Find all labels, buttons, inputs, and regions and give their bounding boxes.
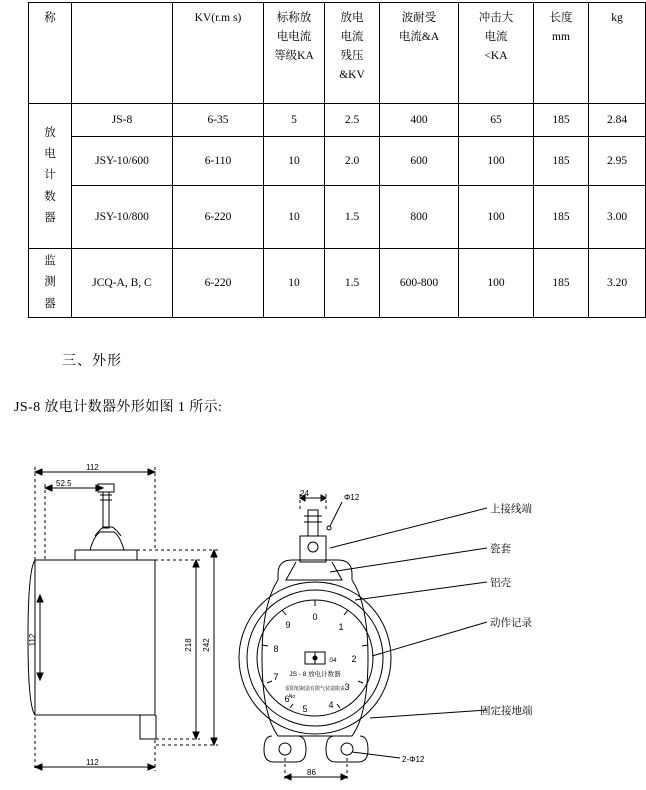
table-header-row [29, 3, 646, 104]
table-row [29, 186, 646, 249]
table-row [29, 249, 646, 318]
header-line: KV(r.m s) [194, 12, 242, 24]
callout-label-action-record: 动作记录 [490, 617, 532, 629]
dial-number-4: 4 [328, 700, 334, 710]
header-cell-residual-voltage [325, 3, 380, 104]
cell-weight: 3.00 [589, 186, 646, 249]
cell-length: 185 [534, 137, 589, 186]
header-cell-weight [589, 3, 646, 104]
callout-label-ground-terminal: 固定接地端 [480, 705, 533, 717]
dim-holes-bottom: 2-Φ12 [402, 755, 425, 764]
cell-weight: 2.95 [589, 137, 646, 186]
cell-residual: 1.5 [325, 186, 380, 249]
cell-impulse: 65 [459, 104, 534, 137]
cell-wave: 600 [380, 137, 459, 186]
dim-front-top: 24 [300, 489, 309, 498]
header-line: 波耐受 [401, 12, 437, 24]
header-line: 长度 [549, 12, 573, 24]
dim-left-inner-top: 52.5 [56, 479, 72, 488]
header-line: 称 [44, 12, 56, 24]
dim-left-bottom: 112 [86, 758, 99, 767]
header-line: <KA [484, 49, 508, 62]
header-line: mm [552, 30, 570, 43]
section-heading: 三、外形 [62, 354, 122, 369]
dial-number-8: 8 [273, 644, 279, 654]
header-cell-kv [173, 3, 264, 104]
group-label-monitor: 监 测 器 [29, 249, 72, 318]
dim-right-inner: 218 [184, 638, 193, 652]
header-line: 电电流 [276, 30, 312, 43]
header-line: 电流 [340, 30, 364, 43]
header-line: kg [611, 12, 623, 24]
dial-center-label: JS - 8 放电计数器 [289, 671, 341, 678]
cell-kv: 6-220 [173, 186, 264, 249]
callout-label-porcelain: 瓷套 [490, 543, 511, 555]
header-line: &KV [339, 68, 365, 81]
cell-model: JCQ-A, B, C [72, 249, 173, 318]
callout-label-upper-terminal: 上接线端 [490, 503, 532, 515]
figure-caption: JS-8 放电计数器外形如图 1 所示: [14, 400, 223, 415]
header-cell-nominal-level [264, 3, 325, 104]
table-row [29, 137, 646, 186]
cell-level: 10 [264, 137, 325, 186]
dial-number-0: 0 [312, 612, 318, 622]
dim-front-bottom: 86 [307, 768, 316, 777]
dial-number-5: 5 [302, 704, 308, 714]
cell-wave: 600-800 [380, 249, 459, 318]
header-line: 电流 [484, 30, 508, 43]
dial-number-9: 9 [285, 620, 291, 630]
cell-kv: 6-220 [173, 249, 264, 318]
dial-window-value: 04 [329, 657, 337, 664]
cell-length: 185 [534, 104, 589, 137]
header-cell-category [29, 3, 72, 104]
dim-left-top: 112 [86, 463, 99, 472]
cell-impulse: 100 [459, 186, 534, 249]
group-label-counter: 放 电 计 数 器 [29, 104, 72, 249]
cell-model: JSY-10/800 [72, 186, 173, 249]
dim-left-vertical: 112 [28, 633, 37, 647]
cell-residual: 2.5 [325, 104, 380, 137]
cell-level: 10 [264, 249, 325, 318]
dim-right-outer: 242 [202, 638, 211, 652]
header-line: 放电 [340, 12, 364, 24]
figure-outline-drawing [0, 440, 646, 790]
header-cell-impulse-current [459, 3, 534, 104]
header-line: 冲击大 [478, 12, 514, 24]
cell-weight: 3.20 [589, 249, 646, 318]
dial-number-7: 7 [273, 672, 279, 682]
dial-number-6: 6 [284, 694, 290, 704]
cell-level: 10 [264, 186, 325, 249]
header-line: 等级KA [274, 49, 314, 62]
cell-model: JS-8 [72, 104, 173, 137]
header-line: 标称放 [276, 12, 312, 24]
header-cell-length [534, 3, 589, 104]
cell-kv: 6-35 [173, 104, 264, 137]
cell-impulse: 100 [459, 249, 534, 318]
cell-wave: 800 [380, 186, 459, 249]
specification-table [28, 2, 628, 318]
cell-length: 185 [534, 186, 589, 249]
cell-length: 185 [534, 249, 589, 318]
dial-small-label: No [288, 694, 296, 700]
dim-hole-top: Φ12 [344, 493, 360, 502]
cell-weight: 2.84 [589, 104, 646, 137]
table-row [29, 104, 646, 137]
cell-kv: 6-110 [173, 137, 264, 186]
dial-sub-label: 雷阳铝制造有限气装造限责 [284, 686, 346, 692]
dial-number-3: 3 [344, 682, 350, 692]
dial-number-2: 2 [351, 654, 357, 664]
cell-residual: 2.0 [325, 137, 380, 186]
cell-level: 5 [264, 104, 325, 137]
cell-residual: 1.5 [325, 249, 380, 318]
cell-impulse: 100 [459, 137, 534, 186]
header-cell-model [72, 3, 173, 104]
header-line: 残压 [340, 49, 364, 62]
cell-model: JSY-10/600 [72, 137, 173, 186]
callout-label-aluminum-shell: 铝壳 [490, 577, 511, 589]
cell-wave: 400 [380, 104, 459, 137]
dial-number-1: 1 [338, 622, 344, 632]
header-line: 电流&A [398, 30, 440, 43]
header-cell-wave-current [380, 3, 459, 104]
